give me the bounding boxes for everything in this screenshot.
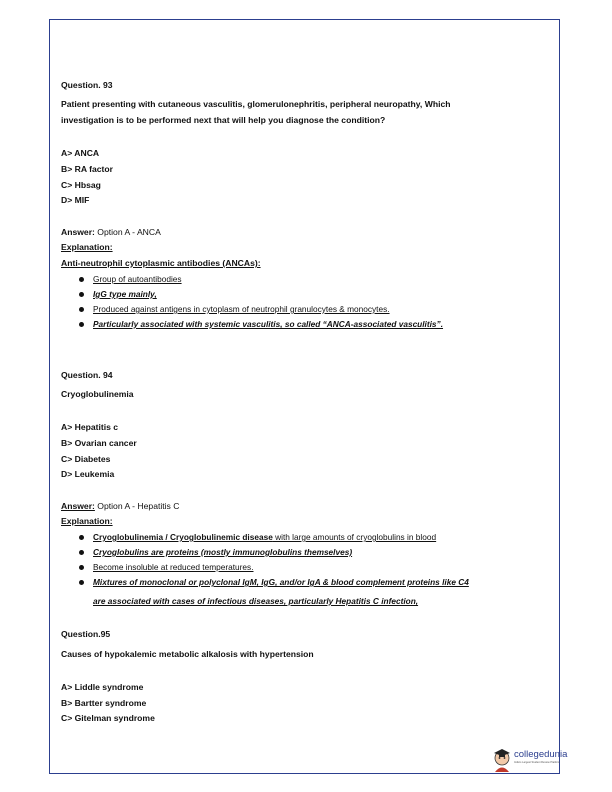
collegedunia-logo (491, 746, 568, 776)
question-93-explanation-label: Explanation: (61, 242, 113, 252)
question-93-answer (61, 227, 161, 237)
question-93-subheading: Anti-neutrophil cytoplasmic antibodies (ANCAs): (61, 258, 261, 268)
list-item: Produced against antigens in cytoplasm of neutrophil granulocytes & monocytes. (61, 302, 443, 317)
question-95-option-a: A> Liddle syndrome (61, 682, 144, 692)
answer-value: Option A - Hepatitis C (97, 501, 180, 511)
question-94-option-b: B> Ovarian cancer (61, 438, 137, 448)
question-93-option-a: A> ANCA (61, 148, 100, 158)
question-93-option-d: D> MIF (61, 195, 90, 205)
question-93-text-line2: investigation is to be performed next that will help you diagnose the condition? (61, 115, 386, 125)
question-93-option-c: C> Hbsag (61, 180, 101, 190)
answer-value: Option A - ANCA (97, 227, 161, 237)
question-95-option-b: B> Bartter syndrome (61, 698, 147, 708)
answer-label: Answer: (61, 501, 95, 511)
question-94-heading: Question. 94 (61, 370, 113, 380)
question-94-bullet-list (61, 530, 469, 590)
logo-tagline: India's Largest Student Review Platform (514, 761, 561, 764)
question-93-text-line1: Patient presenting with cutaneous vasculitis, glomerulonephritis, peripheral neuropathy, Which (61, 99, 451, 109)
logo-text: collegedunia (514, 749, 568, 760)
list-item: Mixtures of monoclonal or polyclonal IgM, IgG, and/or IgA & blood complement proteins like C4 (61, 575, 469, 590)
question-94-answer (61, 501, 179, 511)
question-94-text: Cryoglobulinemia (61, 389, 134, 399)
question-94-option-c: C> Diabetes (61, 454, 111, 464)
question-93-bullet-list (61, 272, 443, 332)
question-93-option-b: B> RA factor (61, 164, 113, 174)
question-93-heading: Question. 93 (61, 80, 113, 90)
list-item: Cryoglobulins are proteins (mostly immunoglobulins themselves) (61, 545, 469, 560)
graduate-icon (491, 746, 513, 774)
question-94-bullet-4-line2: are associated with cases of infectious diseases, particularly Hepatitis C infection, (93, 596, 419, 606)
question-95-heading: Question.95 (61, 629, 111, 639)
question-94-option-d: D> Leukemia (61, 469, 115, 479)
question-94-option-a: A> Hepatitis c (61, 422, 119, 432)
list-item: Group of autoantibodies (61, 272, 443, 287)
list-item: Particularly associated with systemic vasculitis, so called “ANCA-associated vasculitis”. (61, 317, 443, 332)
list-item: Cryoglobulinemia / Cryoglobulinemic disease with large amounts of cryoglobulins in blood (61, 530, 469, 545)
question-94-explanation-label: Explanation: (61, 516, 113, 526)
list-item: Become insoluble at reduced temperatures. (61, 560, 469, 575)
question-95-option-c: C> Gitelman syndrome (61, 713, 155, 723)
question-95-text: Causes of hypokalemic metabolic alkalosis with hypertension (61, 649, 314, 659)
answer-label: Answer: (61, 227, 95, 237)
list-item: IgG type mainly, (61, 287, 443, 302)
